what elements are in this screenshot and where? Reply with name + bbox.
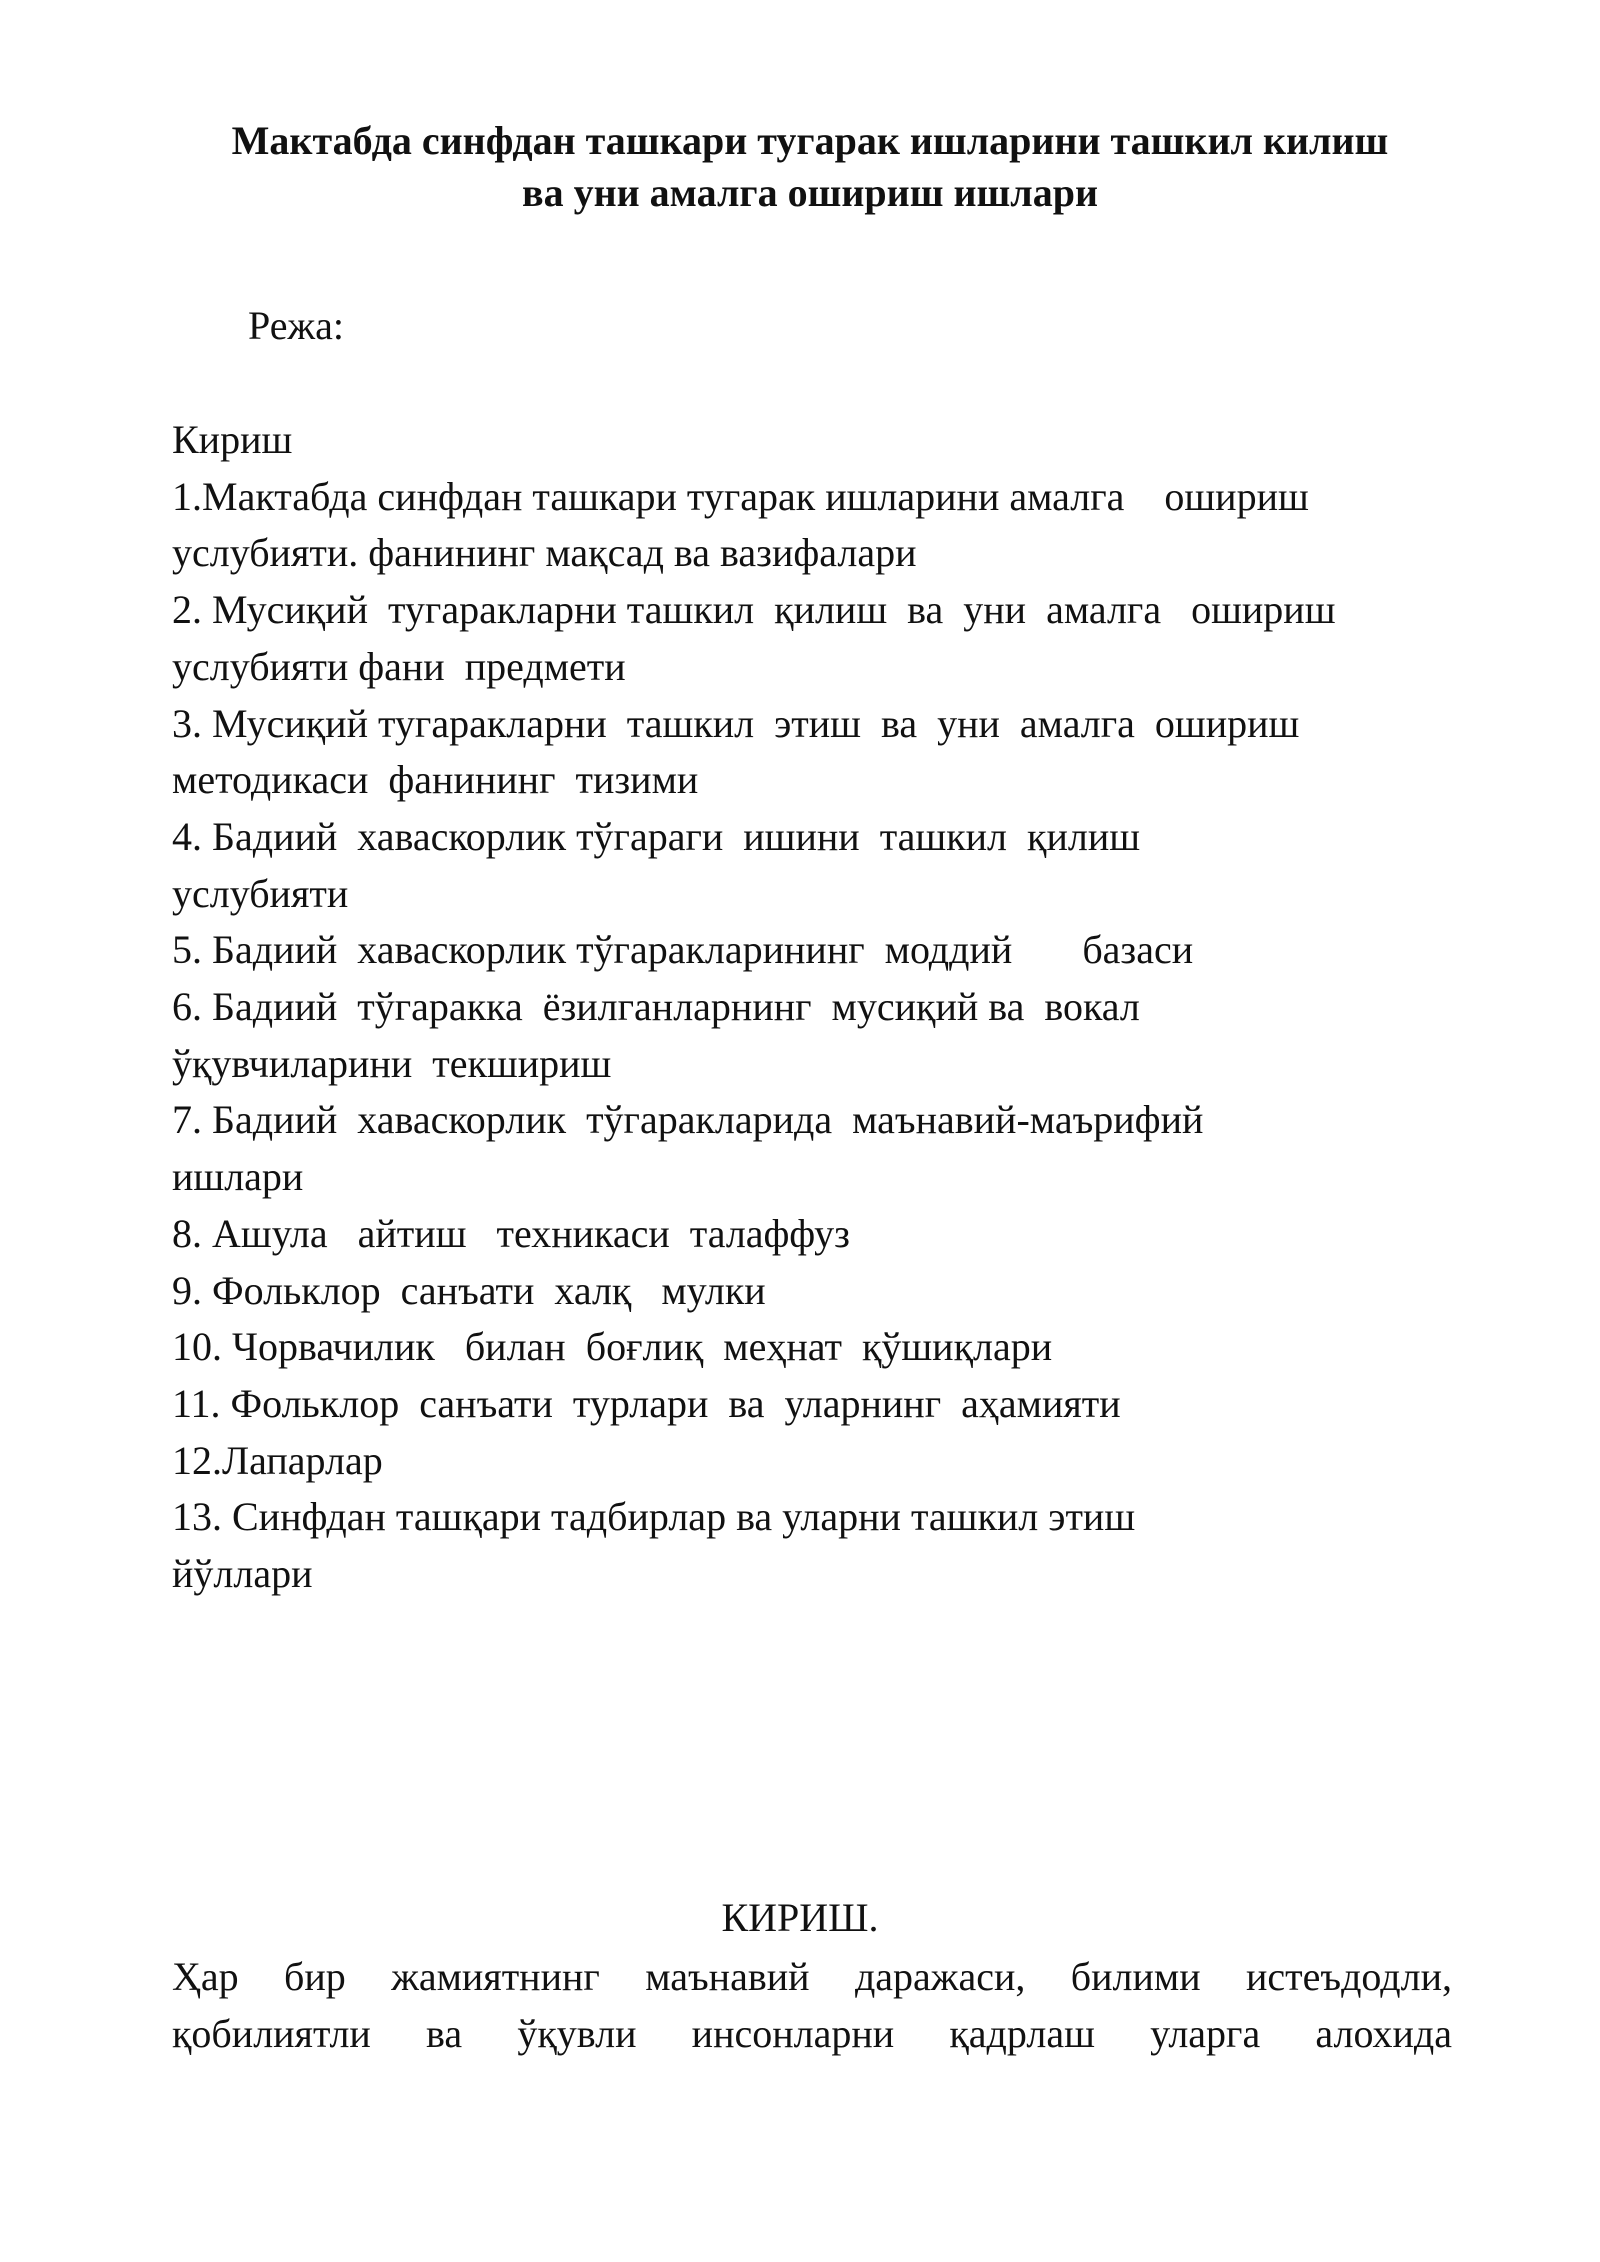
toc-line: 1.Мактабда синфдан ташкари тугарак ишларини амалга ошириш [172,473,1309,519]
toc-line: 5. Бадиий хаваскорлик тўгаракларининг моддий базаси [172,927,1194,973]
toc-line: 4. Бадиий хаваскорлик тўгараги ишини ташкил қилиш [172,813,1141,859]
toc-line: 9. Фольклор санъати халқ мулки [172,1267,766,1313]
toc-line: 12.Лапарлар [172,1437,383,1483]
toc-line: йўллари [172,1551,313,1597]
table-of-contents [172,412,1472,1603]
toc-line: Кириш [172,417,293,462]
toc-line: 10. Чорвачилик билан боғлиқ меҳнат қўшиқлари [172,1324,1053,1370]
toc-line: методикаси фанининг тизими [172,757,699,803]
body-line-2: қобилиятли ва ўқувли инсонларни қадрлаш уларга алохида [172,2011,1452,2056]
body-paragraph [172,1948,1452,2062]
toc-line: 13. Синфдан ташқари тадбирлар ва уларни ташкил этиш [172,1494,1136,1540]
title-line-2: ва уни амалга ошириш ишлари [521,170,1099,215]
toc-line: 6. Бадиий тўгаракка ёзилганларнинг мусиқий ва вокал [172,984,1140,1030]
toc-line: услубияти [172,870,349,916]
toc-line: 3. Мусиқий тугаракларни ташкил этиш ва уни амалга ошириш [172,700,1300,746]
toc-line: ўқувчиларини текшириш [172,1040,612,1086]
title-line-1: Мактабда синфдан ташкари тугарак ишларини ташкил килиш [231,118,1389,163]
plan-label: Режа: [248,303,344,348]
body-line-1: Ҳар бир жамиятнинг маънавий даражаси, билими истеъдодли, [172,1954,1452,1999]
toc-line: 8. Ашула айтиш техникаси талаффуз [172,1210,850,1256]
toc-line: ишлари [172,1154,304,1200]
document-title [150,115,1470,219]
toc-line: 2. Мусиқий тугаракларни ташкил қилиш ва уни амалга ошириш [172,587,1336,633]
toc-line: 11. Фольклор санъати турлари ва уларнинг аҳамияти [172,1380,1121,1426]
toc-line: услубияти. фанининг мақсад ва вазифалари [172,530,917,576]
toc-line: услубияти фани предмети [172,643,626,689]
toc-line: 7. Бадиий хаваскорлик тўгаракларида маънавий-маърифий [172,1097,1204,1143]
section-heading: КИРИШ. [721,1895,879,1940]
